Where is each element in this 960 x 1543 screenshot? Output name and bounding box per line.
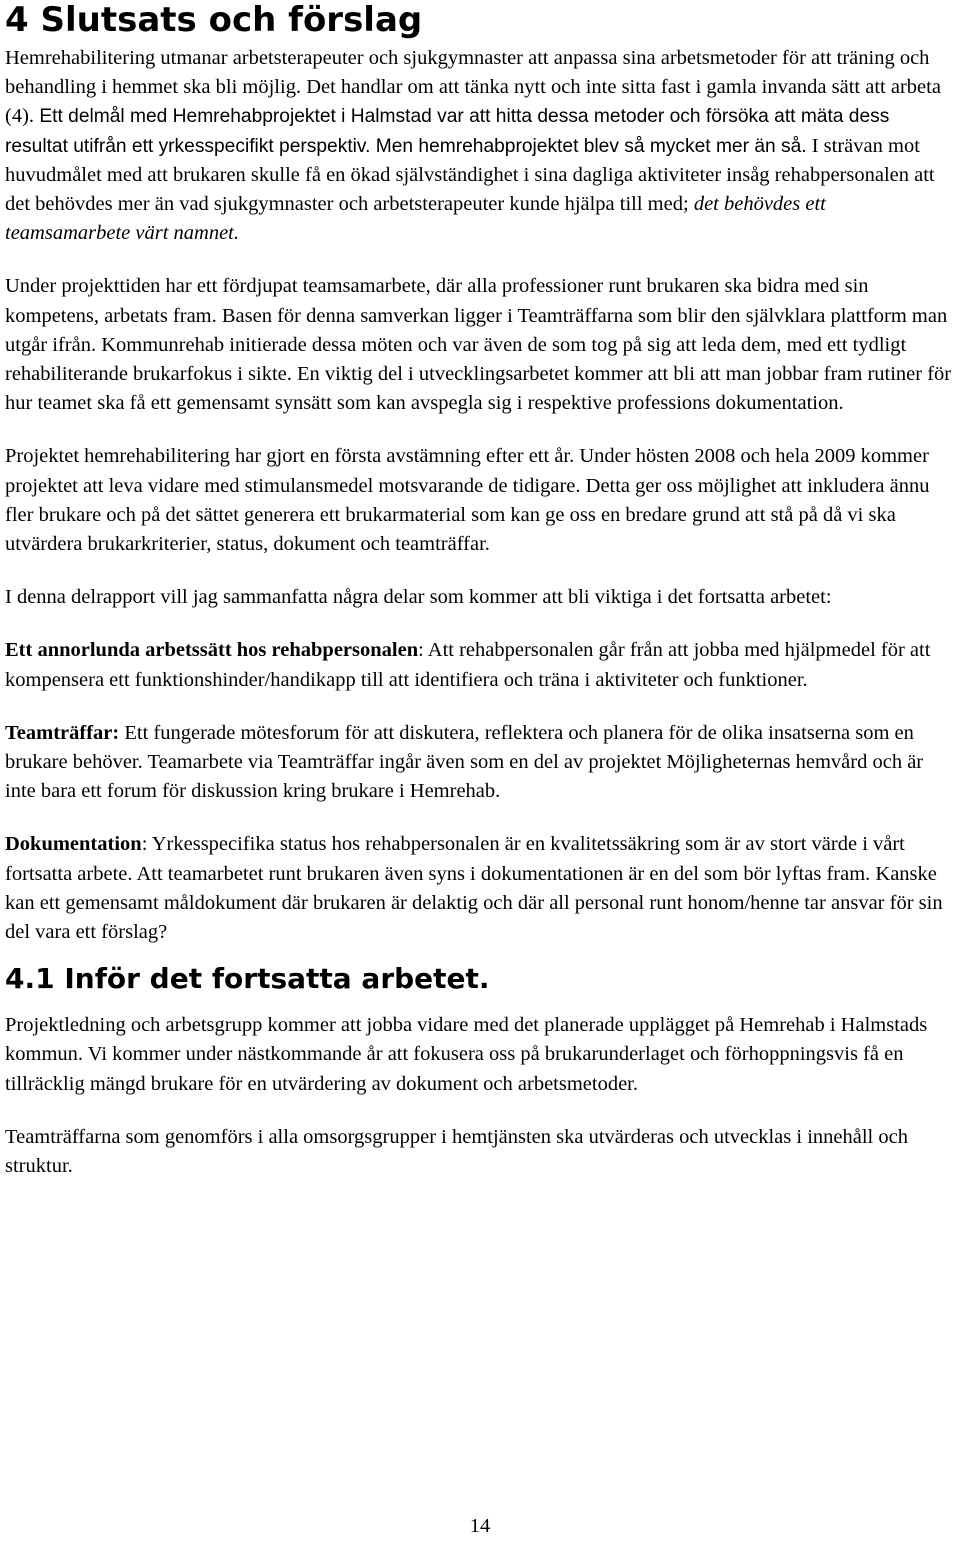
team-meetings-evaluation-paragraph: Teamträffarna som genomförs i alla omsorgsgrupper i hemtjänsten ska utvärderas och utvecklas i innehåll och struktur.: [5, 1125, 908, 1178]
working-method-item: [5, 636, 955, 694]
documentation-term: Dokumentation: [5, 833, 142, 856]
intro-line-3: Ett delmål med Hemrehabprojektet i Halmstad var att hitta dessa metoder och försöka att mäta dess resultat utifrån ett yrkesspecifikt perspektiv. Men hemrehabprojektet blev så mycket mer än så.: [5, 106, 890, 157]
continued-work-paragraph: Projektledning och arbetsgrupp kommer att jobba vidare med det planerade upplägget på Hemrehab i Halmstads kommun. Vi kommer under nästkommande år att fokusera oss på brukarunderlaget och förhoppningsvis få en tillräcklig mängd brukare för en utvärdering av dokument och arbetsmetoder.: [5, 1014, 928, 1095]
team-meetings-item: [5, 719, 955, 807]
intro-line-2: Det handlar om att tänka nytt och inte sitta fast i gamla invanda sätt att arbeta (4).: [5, 76, 941, 128]
documentation-text: : Yrkesspecifika status hos rehabpersonalen är en kvalitetssäkring som är av stort värde i vårt fortsatta arbete. Att teamarbetet runt brukaren även syns i dokumentationen är en del som bör lyftas fram. Kanske kan ett gemensamt måldokument där brukaren är delaktig och där all personal runt honom/henne tar ansvar för sin del vara ett förslag?: [5, 833, 943, 944]
intro-line-4: I strävan mot huvudmålet med att brukaren skulle få en ökad självständighet i sina dagliga aktiviteter insåg rehabpersonalen att det behövdes mer än vad sjukgymnaster och arbetsterapeuter kunde hjälpa till med;: [5, 134, 935, 216]
document-page: [5, 0, 955, 1205]
intro-line-1: Hemrehabilitering utmanar arbetsterapeuter och sjukgymnaster att anpassa sina arbetsmetoder för att träning och behandling i hemmet ska bli möjlig.: [5, 47, 930, 99]
project-status-paragraph: Projektet hemrehabilitering har gjort en första avstämning efter ett år. Under hösten 2008 och hela 2009 kommer projektet att leva vidare med stimulansmedel motsvarande de tidigare. Detta ger oss möjlighet att inkludera ännu fler brukare och på det sättet generera ett brukarmaterial som kan ge oss en bredare grund att stå på då vi ska utvärdera brukarkriterier, status, dokument och teamträffar.: [5, 445, 930, 556]
working-method-term: Ett annorlunda arbetssätt hos rehabpersonalen: [5, 639, 419, 662]
chapter-heading: 4 Slutsats och förslag: [5, 0, 423, 40]
documentation-item: [5, 830, 955, 947]
intro-italic-conclusion: det behövdes ett teamsamarbete värt namnet.: [5, 193, 826, 245]
teamwork-paragraph: Under projekttiden har ett fördjupat teamsamarbete, där alla professioner runt brukaren ska bidra med sin kompetens, arbetats fram. Basen för denna samverkan ligger i Teamträffarna som blir den självklara plattform man utgår ifrån. Kommunrehab initierade dessa möten och var även de som tog på sig att leda dem, med ett tydligt rehabiliterande brukarfokus i sikte. En viktig del i utvecklingsarbetet kommer att bli att man jobbar fram rutiner för hur teamet ska få ett gemensamt synsätt som kan avspegla sig i respektive professions dokumentation.: [5, 275, 952, 415]
team-meetings-term: Teamträffar:: [5, 721, 120, 744]
summary-intro-paragraph: I denna delrapport vill jag sammanfatta några delar som kommer att bli viktiga i det fortsatta arbetet:: [5, 586, 832, 609]
working-method-text: : Att rehabpersonalen går från att jobba med hjälpmedel för att kompensera ett funktionshinder/handikapp till att identifiera och träna i aktiviteter och funktioner.: [5, 639, 931, 691]
section-heading: 4.1 Inför det fortsatta arbetet.: [5, 962, 490, 996]
page-number: 14: [469, 1515, 491, 1537]
intro-paragraph: [5, 44, 955, 248]
team-meetings-text: Ett fungerade mötesforum för att diskutera, reflektera och planera för de olika insatserna som en brukare behöver. Teamarbete via Teamträffar ingår även som en del av projektet Möjligheternas hemvård och är inte bara ett forum för diskussion kring brukare i Hemrehab.: [5, 721, 924, 803]
